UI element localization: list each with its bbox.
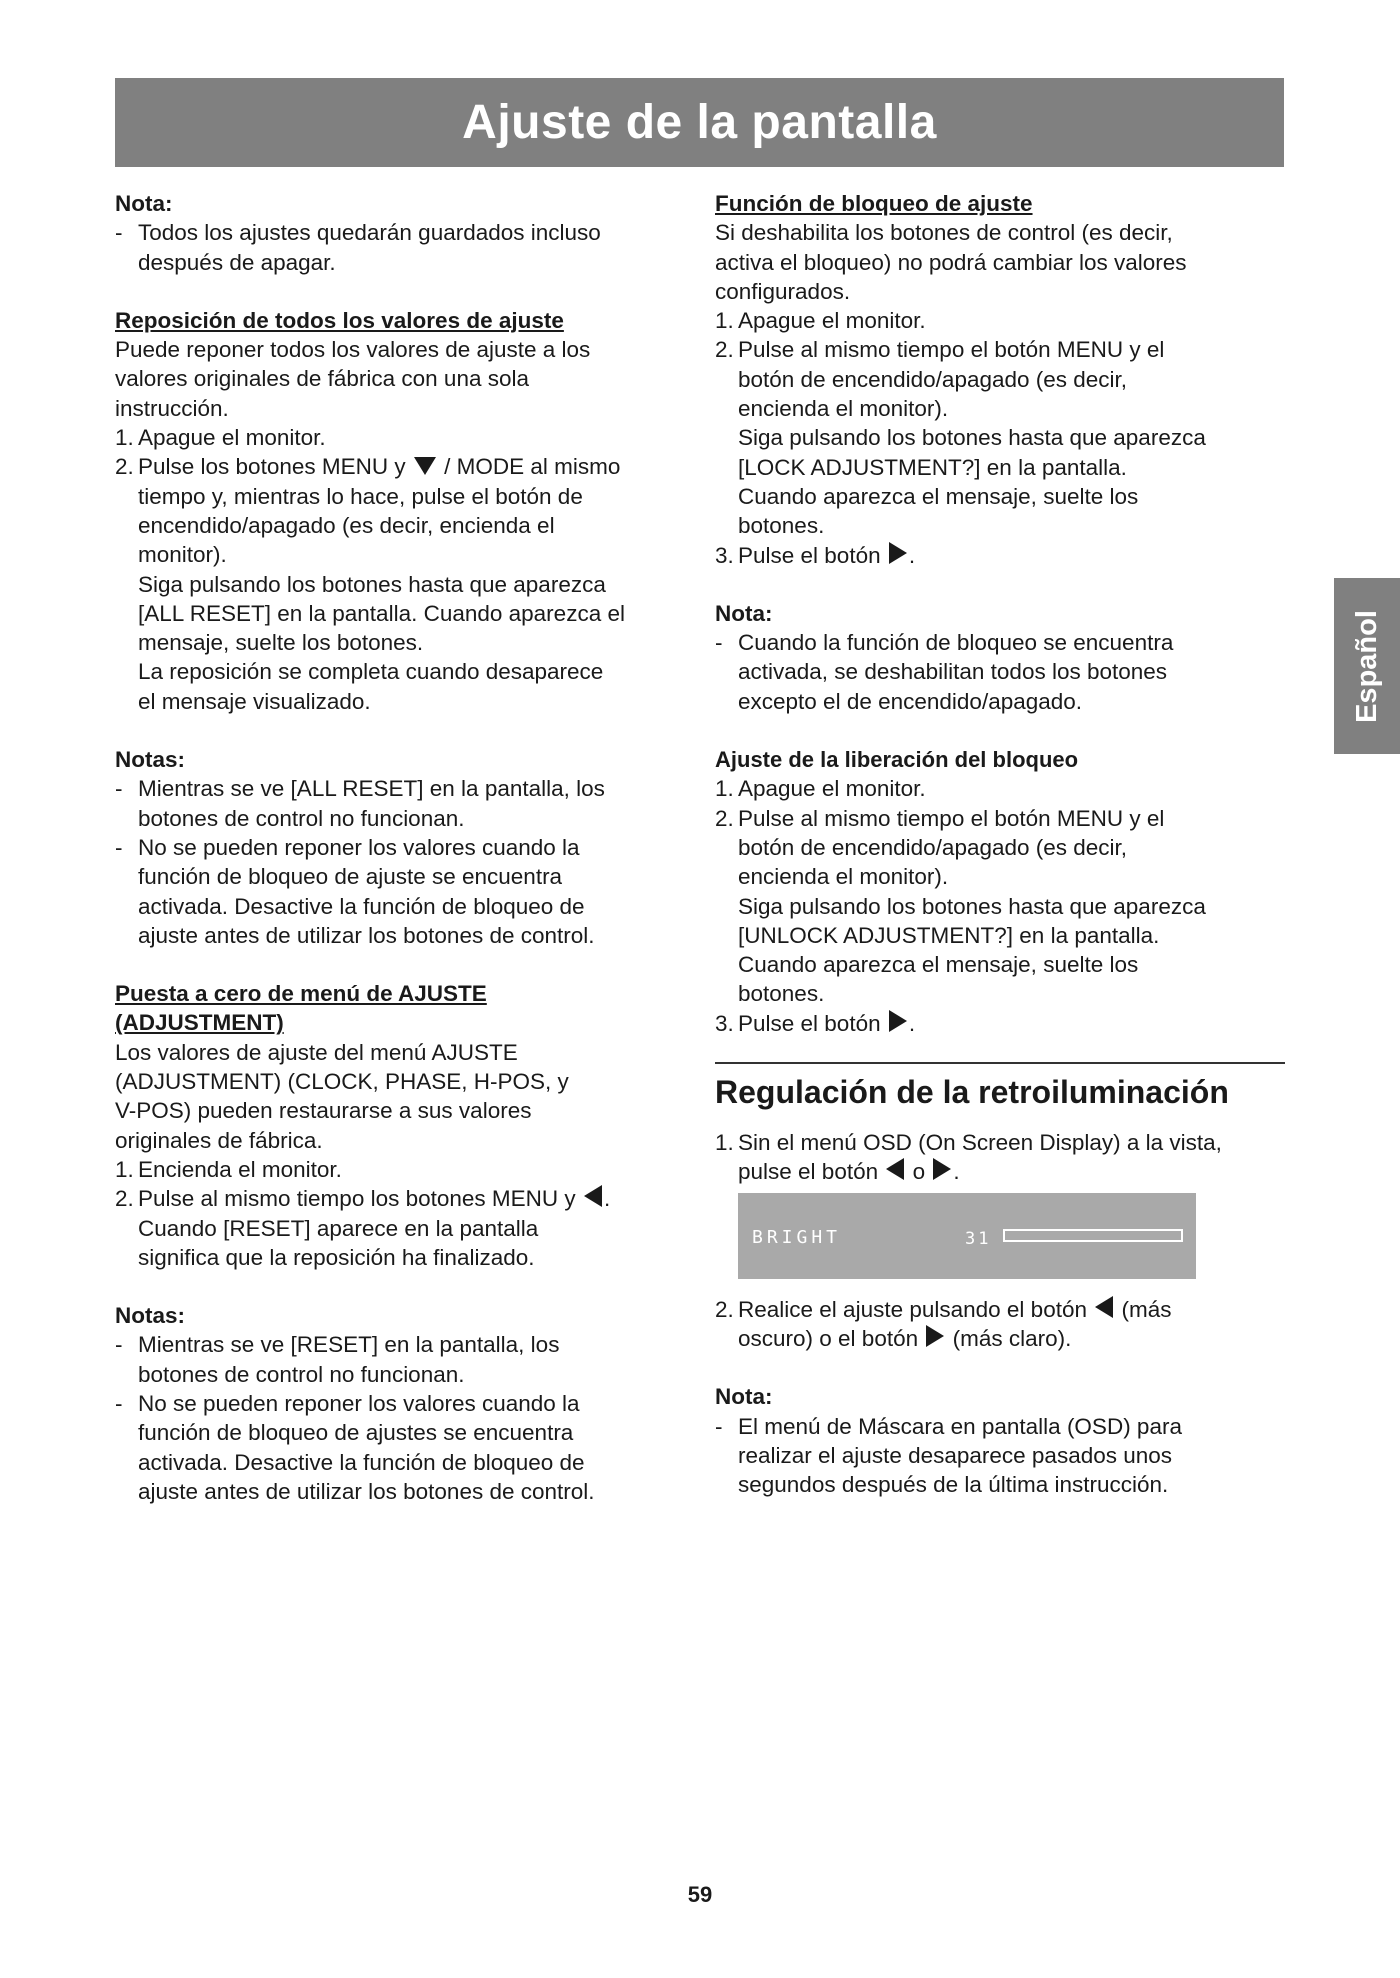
note-text: después de apagar. [138,249,336,275]
step-text: . [908,1010,916,1036]
note-label: Nota: [715,1384,773,1410]
step-text: encienda el monitor). [738,864,949,890]
notes-label: Notas: [115,747,186,773]
step-text: botones. [738,981,825,1007]
step-item [715,306,1285,335]
step-text: monitor). [138,542,227,568]
paragraph-line: Puede reponer todos los valores de ajuste a los [115,337,591,363]
note-item [115,1389,695,1506]
note-item [715,628,1285,716]
step-text: Sin el menú OSD (On Screen Display) a la vista, [738,1130,1222,1156]
step-text: . [603,1186,611,1212]
step-text: Pulse el botón [738,542,881,568]
note-text: función de bloqueo de ajuste se encuentra [138,864,563,890]
osd-brightness-bar [1003,1229,1183,1242]
paragraph-line: instrucción. [115,395,229,421]
note-text: función de bloqueo de ajustes se encuentra [138,1420,574,1446]
step-text: Pulse al mismo tiempo el botón MENU y el [738,337,1165,363]
language-tab-label: Español [1350,609,1383,723]
page-header-banner [115,78,1284,167]
step-item [115,1184,695,1272]
osd-label: BRIGHT [752,1226,842,1248]
step-text: Siga pulsando los botones hasta que aparezca [738,893,1206,919]
paragraph-line: (ADJUSTMENT) (CLOCK, PHASE, H-POS, y [115,1069,569,1095]
step-text: Siga pulsando los botones hasta que aparezca [738,425,1206,451]
step-text: . [953,1159,960,1185]
step-text: botones. [738,513,825,539]
step-text: Apague el monitor. [738,776,926,802]
note-text: Mientras se ve [ALL RESET] en la pantalla, los [138,776,605,802]
step-number: 2. [715,805,734,831]
step-text: mensaje, suelte los botones. [138,630,424,656]
section-heading-lock: Función de bloqueo de ajuste [715,191,1033,216]
section-divider [715,1062,1285,1064]
step-number: 2. [115,1186,134,1212]
page-number: 59 [687,1882,713,1907]
step-text: / MODE al mismo [444,454,621,480]
step-text: encendido/apagado (es decir, encienda el [138,512,555,538]
step-text: Pulse al mismo tiempo el botón MENU y el [738,805,1165,831]
note-text: activada. Desactive la función de bloqueo de [138,1449,585,1475]
step-number: 1. [115,425,134,451]
paragraph-line: Los valores de ajuste del menú AJUSTE [115,1039,518,1065]
left-arrow-icon [1095,1296,1113,1318]
step-number: 1. [715,308,734,334]
step-item [715,774,1285,803]
paragraph-line: V-POS) pueden restaurarse a sus valores [115,1098,532,1124]
step-text: (más claro). [952,1325,1072,1351]
step-number: 2. [115,454,134,480]
step-text: Apague el monitor. [738,308,926,334]
step-text: el mensaje visualizado. [138,688,371,714]
note-label: Nota: [115,191,173,216]
note-text: ajuste antes de utilizar los botones de control. [138,922,595,948]
step-text: [ALL RESET] en la pantalla. Cuando aparezca el [138,600,625,626]
note-item [115,774,695,833]
step-number: 1. [715,776,734,802]
paragraph-line: originales de fábrica. [115,1127,323,1153]
step-text: botón de encendido/apagado (es decir, [738,366,1128,392]
step-item [715,1295,1285,1354]
note-item [715,1412,1285,1500]
note-text: activada. Desactive la función de bloqueo de [138,893,585,919]
step-item [715,804,1285,1009]
note-text: segundos después de la última instrucción. [738,1472,1169,1498]
step-item [715,541,1285,570]
step-text: Apague el monitor. [138,425,326,451]
note-text: realizar el ajuste desaparece pasados unos [738,1442,1173,1468]
step-item [715,1128,1285,1187]
step-text: Pulse el botón [738,1010,881,1036]
step-text: Cuando [RESET] aparece en la pantalla [138,1215,539,1241]
step-text: . [908,542,916,568]
step-text: encienda el monitor). [738,396,949,422]
step-number: 1. [715,1130,734,1156]
section-heading-adjustment-reset: Puesta a cero de menú de AJUSTE [115,981,487,1007]
dash-marker: - [115,834,123,860]
note-text: No se pueden reponer los valores cuando la [138,1390,580,1416]
step-number: 3. [715,542,734,568]
step-number: 2. [715,1296,734,1322]
step-text: o [912,1159,926,1185]
section-heading-reset-all: Reposición de todos los valores de ajuste [115,307,564,333]
osd-brightness-bar-fill [1005,1231,1181,1240]
note-text: ajuste antes de utilizar los botones de control. [138,1478,595,1504]
left-arrow-icon [886,1158,904,1180]
note-text: No se pueden reponer los valores cuando la [138,834,580,860]
right-arrow-icon [889,1010,907,1032]
step-item [715,1009,1285,1038]
osd-brightness-display [738,1193,1196,1279]
step-text: La reposición se completa cuando desaparece [138,659,604,685]
step-text: (más [1121,1296,1172,1322]
right-column [715,189,1285,1499]
note-text: El menú de Máscara en pantalla (OSD) para [738,1413,1182,1439]
step-number: 1. [115,1156,134,1182]
left-column [115,189,695,1506]
note-item [115,218,695,277]
note-label: Nota: [715,600,773,626]
dash-marker: - [115,776,123,802]
right-arrow-icon [889,542,907,564]
step-item [115,452,695,716]
note-text: Mientras se ve [RESET] en la pantalla, los [138,1332,560,1358]
step-text: Cuando aparezca el mensaje, suelte los [738,483,1139,509]
page-title: Ajuste de la pantalla [462,96,937,149]
step-text: tiempo y, mientras lo hace, pulse el botón de [138,483,583,509]
notes-label: Notas: [115,1303,186,1329]
paragraph-line: Si deshabilita los botones de control (es decir, [715,220,1173,246]
dash-marker: - [115,1390,123,1416]
step-text: significa que la reposición ha finalizado. [138,1244,535,1270]
language-tab [1334,578,1400,754]
osd-value: 31 [965,1228,992,1249]
note-text: Cuando la función de bloqueo se encuentra [738,630,1174,656]
step-item [115,423,695,452]
note-item [115,833,695,950]
paragraph-line: valores originales de fábrica con una sola [115,366,529,392]
step-number: 3. [715,1010,734,1036]
step-text: Encienda el monitor. [138,1156,342,1182]
step-text: botón de encendido/apagado (es decir, [738,834,1128,860]
right-arrow-icon [933,1158,951,1180]
paragraph-line: activa el bloqueo) no podrá cambiar los valores [715,249,1187,275]
step-text: [UNLOCK ADJUSTMENT?] en la pantalla. [738,922,1160,948]
step-text: Cuando aparezca el mensaje, suelte los [738,952,1139,978]
section-heading-adjustment-reset: (ADJUSTMENT) [115,1010,284,1036]
section-heading-backlight: Regulación de la retroiluminación [715,1074,1229,1111]
right-arrow-icon [926,1325,944,1347]
step-text: Siga pulsando los botones hasta que aparezca [138,571,606,597]
dash-marker: - [715,630,723,656]
step-text: Pulse al mismo tiempo los botones MENU y [138,1186,576,1212]
step-text: Pulse los botones MENU y [138,454,406,480]
paragraph-line: configurados. [715,278,851,304]
note-text: botones de control no funcionan. [138,1361,465,1387]
step-text: oscuro) o el botón [738,1325,919,1351]
left-arrow-icon [584,1185,602,1207]
step-text: Realice el ajuste pulsando el botón [738,1296,1087,1322]
step-item [115,1155,695,1184]
step-text: pulse el botón [738,1159,879,1185]
note-text: activada, se deshabilitan todos los botones [738,659,1168,685]
section-heading-unlock: Ajuste de la liberación del bloqueo [715,747,1079,773]
dash-marker: - [115,1332,123,1358]
down-arrow-icon [414,457,436,475]
note-text: botones de control no funcionan. [138,805,465,831]
dash-marker: - [115,220,123,246]
step-number: 2. [715,337,734,363]
step-text: [LOCK ADJUSTMENT?] en la pantalla. [738,454,1127,480]
note-text: excepto el de encendido/apagado. [738,688,1083,714]
note-text: Todos los ajustes quedarán guardados incluso [138,220,601,246]
dash-marker: - [715,1413,723,1439]
note-item [115,1330,695,1389]
step-item [715,335,1285,540]
